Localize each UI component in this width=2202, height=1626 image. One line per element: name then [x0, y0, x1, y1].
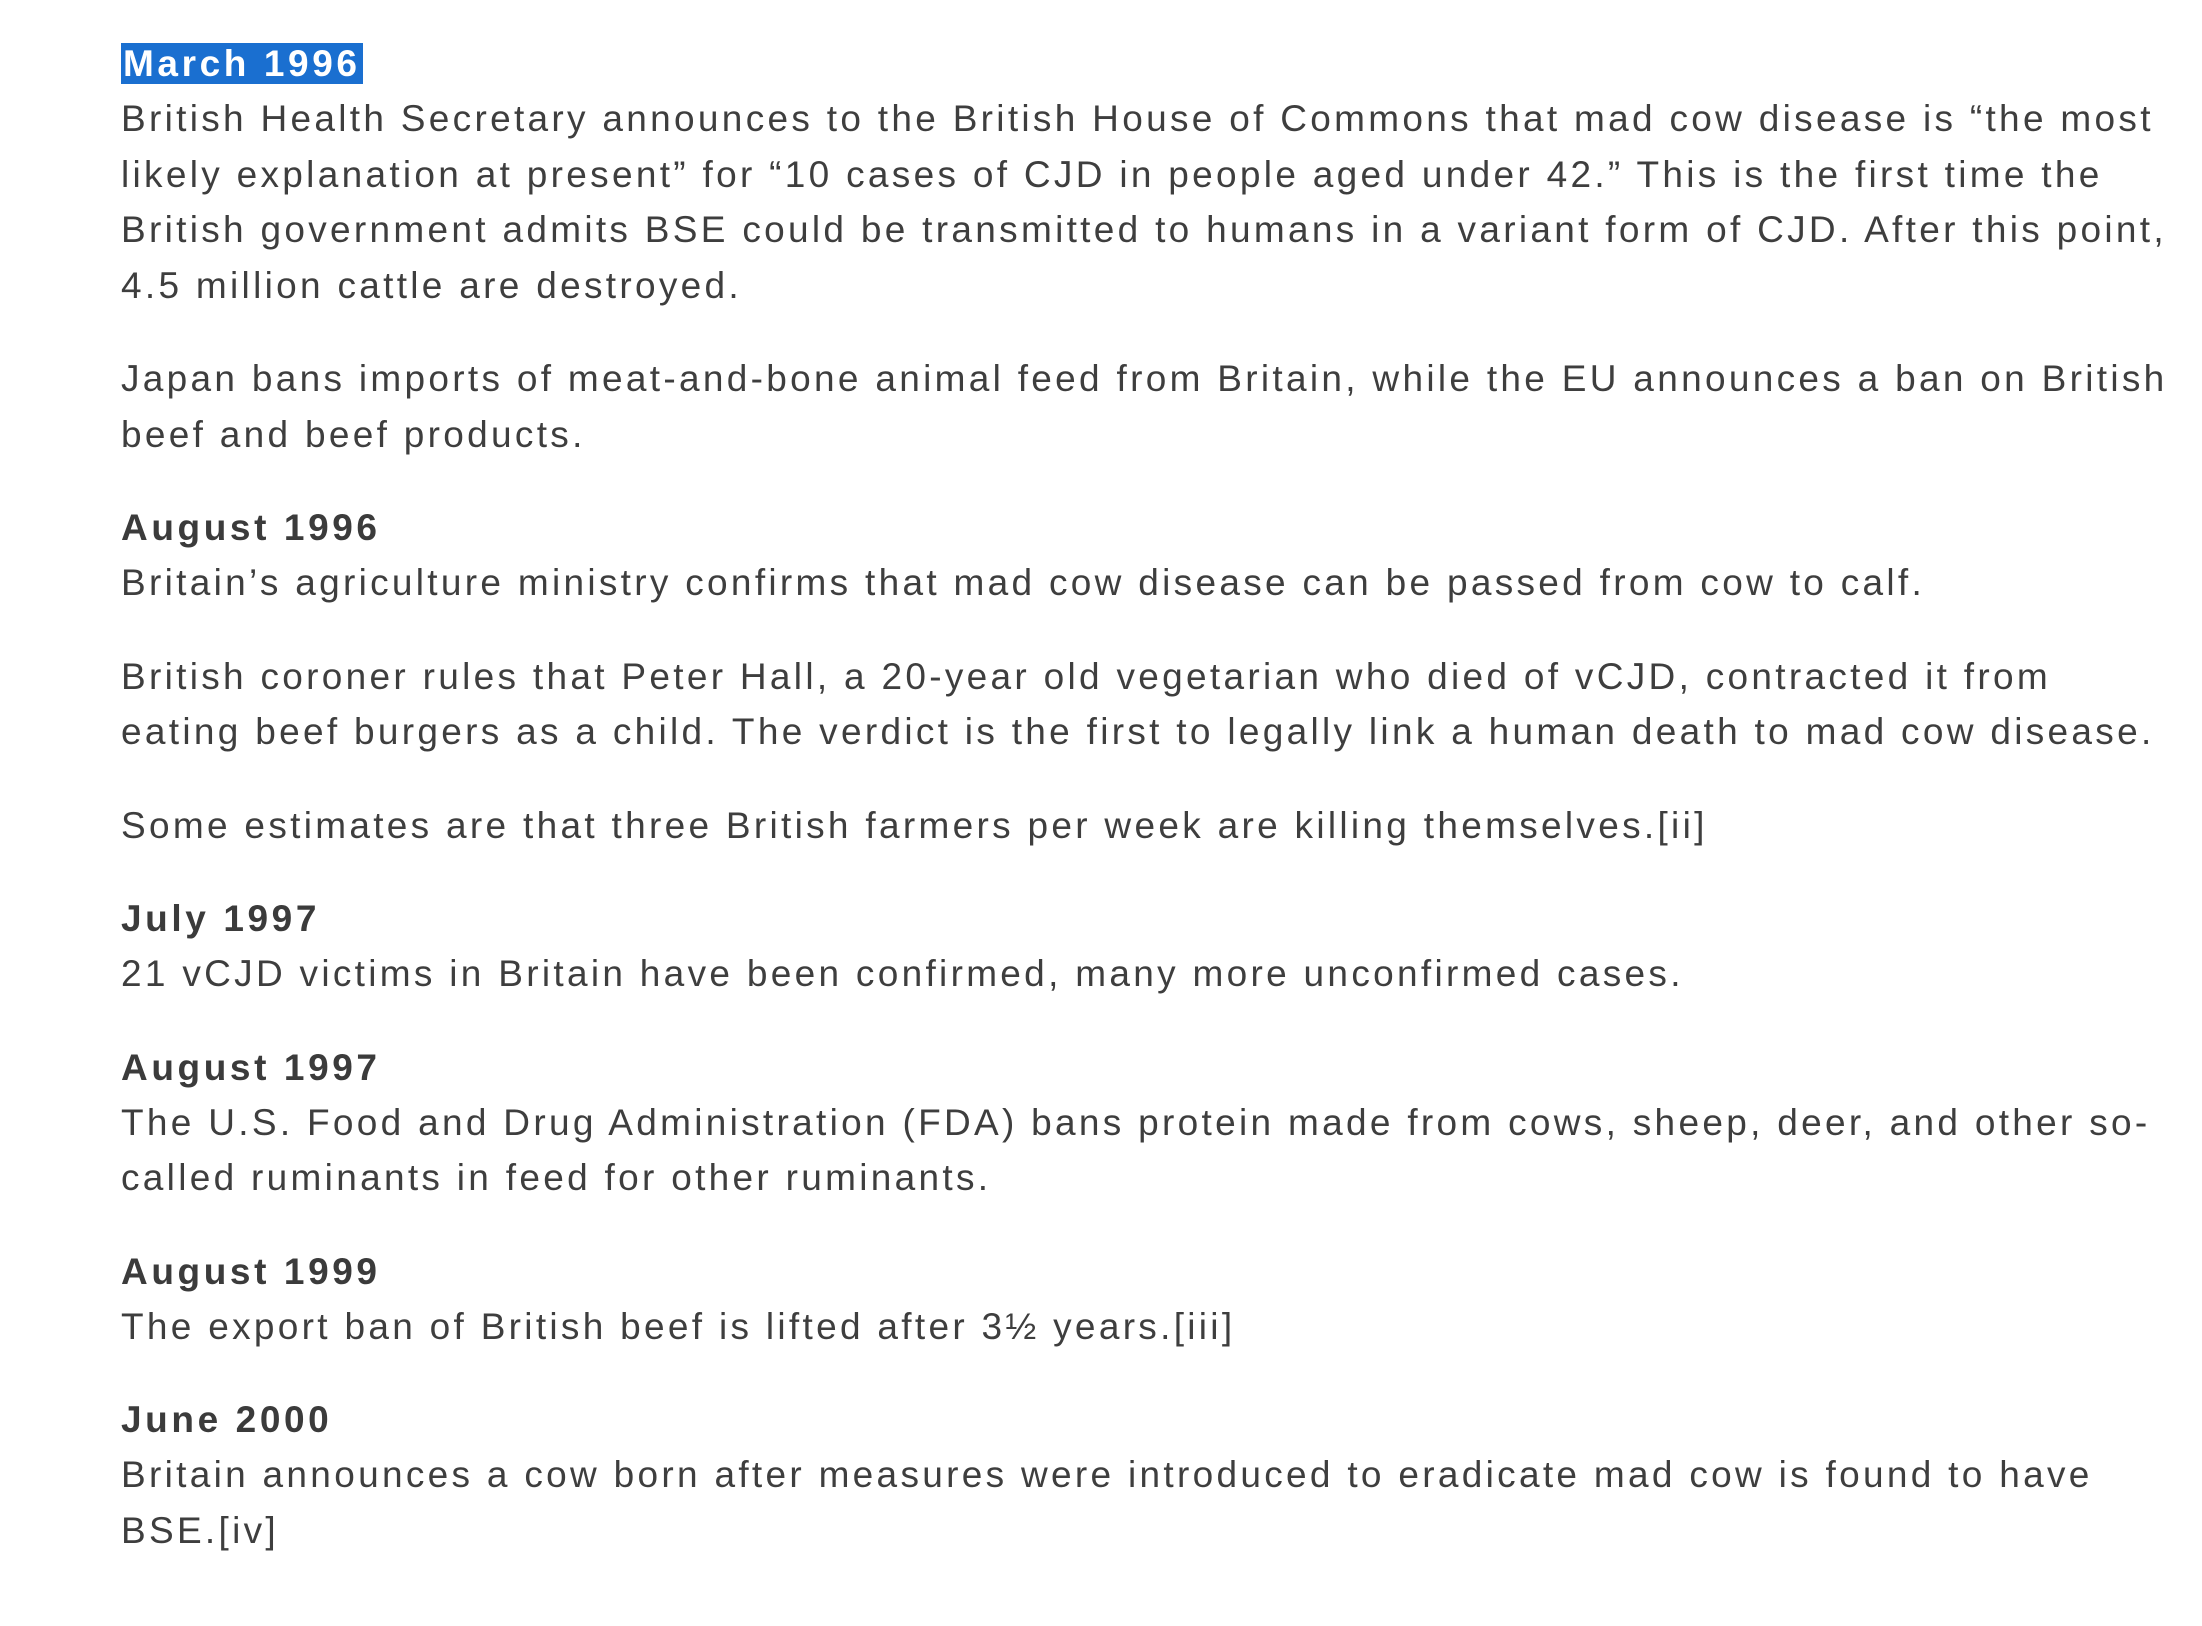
entry-paragraph: British Health Secretary announces to the British House of Commons that mad cow disease is “the most likely explanation at present” for “10 cases of CJD in people aged under 42.” This is the first time the British government admits BSE could be transmitted to humans in a variant form of CJD. After this point, 4.5 million cattle are destroyed. — [121, 98, 2167, 306]
entry-paragraph: Britain announces a cow born after measures were introduced to eradicate mad cow is found to have BSE.[iv] — [121, 1454, 2093, 1551]
entry-paragraph: British coroner rules that Peter Hall, a 20-year old vegetarian who died of vCJD, contracted it from eating beef burgers as a child. The verdict is the first to legally link a human death to mad cow disease. — [121, 655, 2155, 752]
entry-july-1997 — [121, 891, 2181, 1002]
entry-date-selected[interactable]: March 1996 — [123, 43, 361, 84]
entry-paragraph: The U.S. Food and Drug Administration (FDA) bans protein made from cows, sheep, deer, and other so-called ruminants in feed for other ruminants. — [121, 1101, 2151, 1198]
entry-paragraph: Japan bans imports of meat-and-bone animal feed from Britain, while the EU announces a ban on British beef and beef products. — [121, 358, 2168, 455]
entry-paragraph: Some estimates are that three British farmers per week are killing themselves.[ii] — [121, 804, 1708, 846]
entry-paragraph: Britain’s agriculture ministry confirms that mad cow disease can be passed from cow to calf. — [121, 562, 1926, 603]
entry-paragraph: The export ban of British beef is lifted after 3½ years.[iii] — [121, 1305, 1236, 1347]
entry-date: August 1996 — [121, 507, 381, 548]
entry-date: August 1999 — [121, 1250, 381, 1292]
entry-date: July 1997 — [121, 898, 321, 939]
entry-august-1999 — [121, 1244, 2181, 1355]
entry-june-2000 — [121, 1392, 2181, 1558]
entry-date: August 1997 — [121, 1046, 381, 1088]
entry-august-1996 — [121, 500, 2181, 853]
entry-august-1997 — [121, 1040, 2181, 1206]
entry-date: June 2000 — [121, 1399, 333, 1440]
timeline-article — [121, 36, 2181, 1558]
entry-march-1996 — [121, 36, 2181, 462]
entry-paragraph: 21 vCJD victims in Britain have been confirmed, many more unconfirmed cases. — [121, 953, 1684, 994]
